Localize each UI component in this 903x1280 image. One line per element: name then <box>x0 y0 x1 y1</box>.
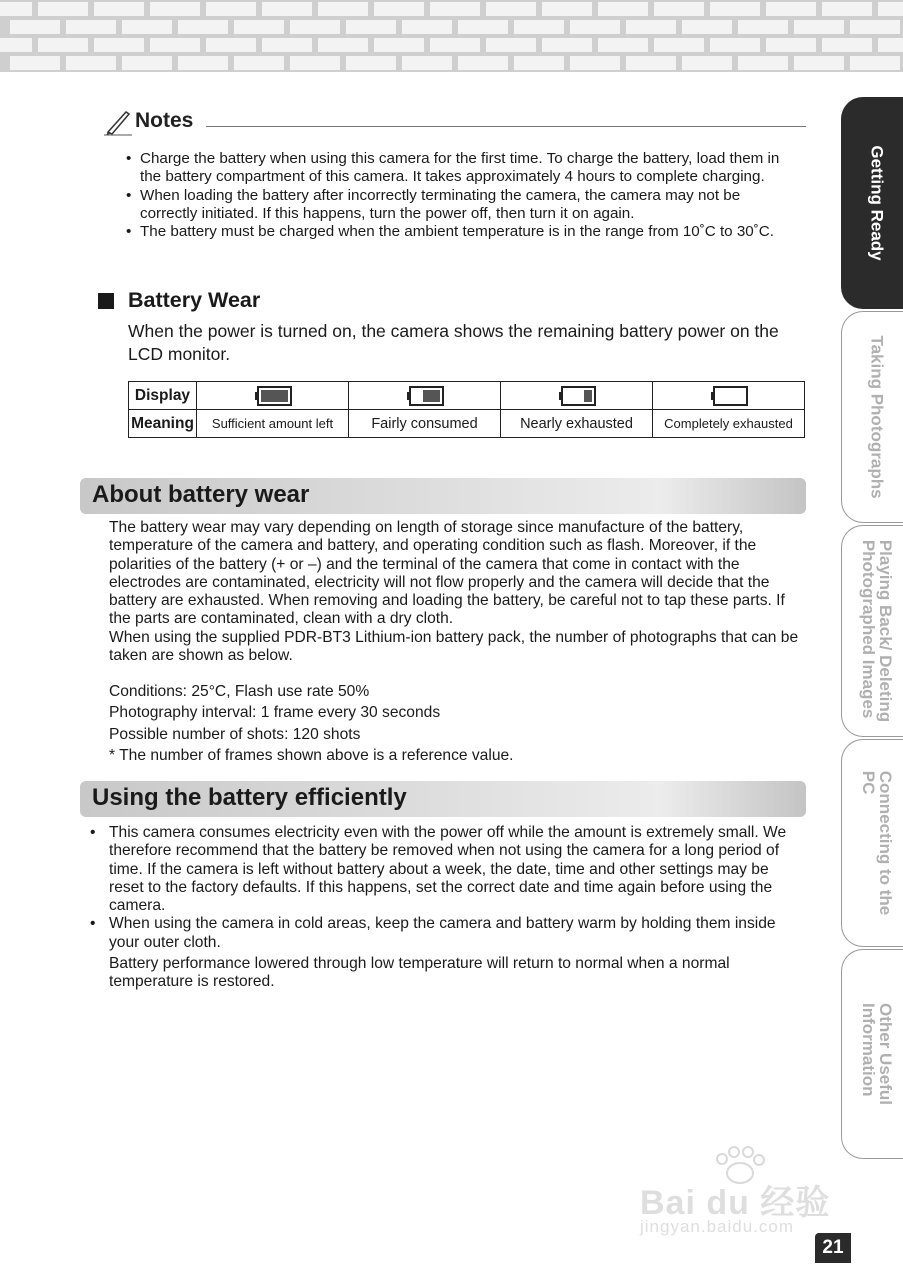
page-number: 21 <box>815 1233 851 1263</box>
list-item <box>126 150 796 187</box>
battery-full-icon <box>254 386 292 406</box>
list-item <box>126 187 796 224</box>
paragraph: The battery wear may vary depending on length of storage since manufacture of the battery, temperature of the camera and battery, and operating condition such as flash. Moreover, if the polarities of the battery (+ or –) and the terminal of the camera that come in contact with the electrodes are contaminated, electricity will not flow properly and the camera will decide that the battery are exhausted. When removing and loading the battery, be careful not to tap these parts. If the parts are contaminated, clean with a dry cloth. <box>109 519 785 628</box>
tab-label <box>860 771 894 915</box>
section-header-about <box>80 478 806 514</box>
table-cell: Completely exhausted <box>653 410 805 438</box>
table-cell <box>501 382 653 410</box>
section-title: Using the battery efficiently <box>92 784 407 811</box>
item-text: This camera consumes electricity even with the power off while the amount is extremely small. We therefore recommend that the battery be removed when not using the camera for a long period of time. If the camera is left without battery about a week, the date, time and other settings may be reset to the factory defaults. If this happens, set the correct date and time again before using the camera. <box>109 824 787 915</box>
list-item <box>126 223 796 241</box>
bullet: • <box>90 915 96 933</box>
table-cell: Nearly exhausted <box>501 410 653 438</box>
tab-connecting-pc[interactable] <box>841 739 903 947</box>
list-item <box>90 824 806 915</box>
tab-taking-photographs[interactable] <box>841 311 903 523</box>
tab-label-line: Other Useful <box>875 1002 895 1106</box>
tab-label: Taking Photographs <box>867 335 886 499</box>
note-text: The battery must be charged when the ambient temperature is in the range from 10˚C to 30˚C. <box>140 223 774 241</box>
notes-header <box>104 106 806 140</box>
tab-label-line: PC <box>858 770 878 795</box>
battery-wear-title: Battery Wear <box>128 288 261 312</box>
battery-one-third-icon <box>558 386 596 406</box>
bullet: • <box>90 824 96 841</box>
note-text: When loading the battery after incorrectly terminating the camera, the camera may not be correctly initiated. If this happens, turn the power off, then turn it on again. <box>140 186 741 222</box>
efficient-list <box>90 824 806 992</box>
section-header-efficient <box>80 781 806 817</box>
item-text: Battery performance lowered through low temperature will return to normal when a normal temperature is restored. <box>109 955 730 991</box>
battery-empty-icon <box>710 386 748 406</box>
battery-wear-text: When the power is turned on, the camera shows the remaining battery power on the LCD monitor. <box>128 321 779 364</box>
table-cell: Fairly consumed <box>349 410 501 438</box>
tab-other-info[interactable] <box>841 949 903 1159</box>
watermark-brand: Bai du 经验 <box>640 1184 831 1222</box>
conditions-line: Conditions: 25°C, Flash use rate 50% <box>109 683 370 700</box>
meaning-row-header: Meaning <box>129 410 197 438</box>
notes-title: Notes <box>135 109 194 132</box>
item-text: When using the camera in cold areas, keep the camera and battery warm by holding them inside your outer cloth. <box>109 915 776 951</box>
battery-indicator-table <box>128 381 805 438</box>
note-text: Charge the battery when using this camera for the first time. To charge the battery, load them in the battery compartment of this camera. It takes approximately 4 hours to complete charging. <box>140 150 780 186</box>
interval-line: Photography interval: 1 frame every 30 seconds <box>109 704 441 722</box>
table-cell: Sufficient amount left <box>197 410 349 438</box>
bullet: • <box>126 223 132 241</box>
table-row <box>129 382 805 410</box>
footnote: * The number of frames shown above is a reference value. <box>109 746 514 764</box>
tab-label-line: Information <box>858 1002 878 1097</box>
shots-line: Possible number of shots: 120 shots <box>109 725 361 743</box>
conditions-block <box>109 681 514 766</box>
tab-label-line: Photographed Images <box>858 539 878 719</box>
bullet: • <box>126 150 132 167</box>
paragraph: When using the supplied PDR-BT3 Lithium-ion battery pack, the number of photographs that can be taken are shown as below. <box>109 628 799 665</box>
tab-label <box>860 540 894 722</box>
about-body <box>109 519 809 665</box>
pen-icon <box>104 108 134 136</box>
table-cell <box>653 382 805 410</box>
notes-list <box>126 150 796 241</box>
section-title: About battery wear <box>92 481 310 508</box>
tab-label-line: Playing Back/ Deleting <box>875 539 895 723</box>
tab-label-line: Connecting to the <box>875 770 895 916</box>
tab-label <box>860 1003 894 1105</box>
table-cell <box>197 382 349 410</box>
square-bullet-icon <box>98 293 114 309</box>
tab-getting-ready[interactable] <box>841 97 903 309</box>
tab-playing-back[interactable] <box>841 525 903 737</box>
watermark-url: jingyan.baidu.com <box>640 1217 795 1236</box>
tab-label: Getting Ready <box>867 145 886 261</box>
battery-two-thirds-icon <box>406 386 444 406</box>
list-item <box>90 915 806 991</box>
table-row <box>129 410 805 438</box>
baidu-watermark <box>640 1145 840 1240</box>
bullet: • <box>126 186 132 204</box>
display-row-header: Display <box>129 382 197 410</box>
notes-divider <box>206 126 806 127</box>
table-cell <box>349 382 501 410</box>
brick-header-pattern <box>0 0 903 78</box>
